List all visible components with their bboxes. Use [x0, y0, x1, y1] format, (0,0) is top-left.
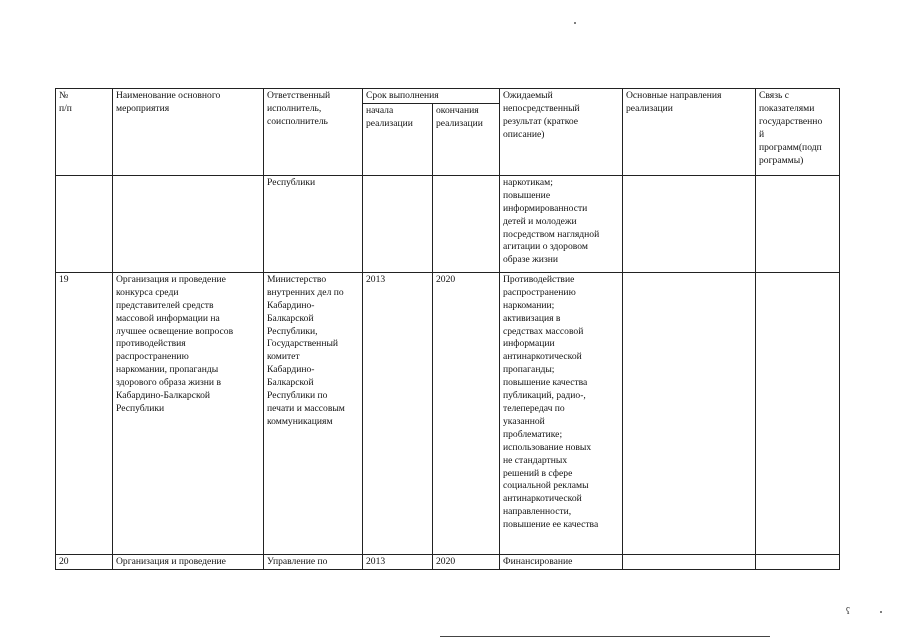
row-start — [363, 175, 433, 272]
scan-speck — [880, 611, 882, 613]
row-responsible: Управление по — [264, 554, 363, 569]
row-responsible: Республики — [264, 175, 363, 272]
table-row — [56, 554, 840, 569]
header-responsible: Ответственный исполнитель, соисполнитель — [264, 89, 363, 176]
header-result: Ожидаемый непосредственный результат (краткое описание) — [500, 89, 623, 176]
row-start: 2013 — [363, 272, 433, 554]
row-directions — [623, 272, 756, 554]
row-name: Организация и проведение — [113, 554, 264, 569]
measures-table — [55, 88, 840, 570]
header-link: Связь с показателями государственно й программ(подп рограммы) — [756, 89, 840, 176]
row-name — [113, 175, 264, 272]
row-end: 2020 — [433, 272, 500, 554]
row-result: Противодействие распространению наркомании; активизация в средствах массовой информации антинаркотической пропаганды; повышение качества публикаций, радио-, телепередач по указанной проблематике; использование новых не стандартных решений в сфере социальной рекламы антинаркотической направленности, повышение ее качества — [500, 272, 623, 554]
header-start: начала реализации — [363, 103, 433, 175]
row-link — [756, 175, 840, 272]
row-start: 2013 — [363, 554, 433, 569]
row-end: 2020 — [433, 554, 500, 569]
header-end: окончания реализации — [433, 103, 500, 175]
row-name: Организация и проведение конкурса среди представителей средств массовой информации на лучшее освещение вопросов противодействия распространению наркомании, пропаганды здорового образа жизни в Кабардино-Балкарской Республики — [113, 272, 264, 554]
scan-mark: ʕ — [846, 606, 850, 616]
table-row — [56, 272, 840, 554]
row-end — [433, 175, 500, 272]
header-row — [56, 89, 840, 104]
scan-speck — [574, 22, 576, 24]
header-num: № п/п — [56, 89, 113, 176]
row-directions — [623, 554, 756, 569]
row-link — [756, 272, 840, 554]
header-term: Срок выполнения — [363, 89, 500, 104]
row-num: 20 — [56, 554, 113, 569]
scan-edge-line — [440, 636, 770, 637]
row-result: наркотикам; повышение информированности детей и молодежи посредством наглядной агитации о здоровом образе жизни — [500, 175, 623, 272]
row-num: 19 — [56, 272, 113, 554]
header-name: Наименование основного мероприятия — [113, 89, 264, 176]
header-directions: Основные направления реализации — [623, 89, 756, 176]
row-num — [56, 175, 113, 272]
table-row — [56, 175, 840, 272]
row-link — [756, 554, 840, 569]
row-directions — [623, 175, 756, 272]
row-responsible: Министерство внутренних дел по Кабардино- Балкарской Республики, Государственный комитет Кабардино- Балкарской Республики по печати и массовым коммуникациям — [264, 272, 363, 554]
row-result: Финансирование — [500, 554, 623, 569]
